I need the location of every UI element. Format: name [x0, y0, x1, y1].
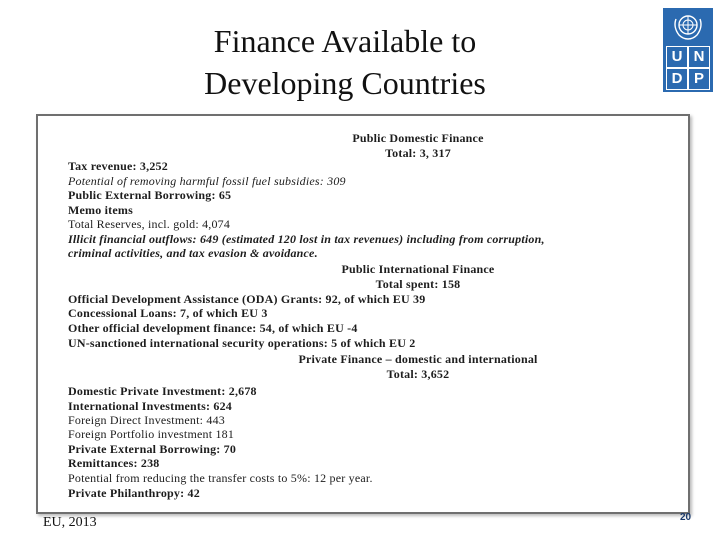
total-reserves-line: Total Reserves, incl. gold: 4,074	[68, 217, 231, 231]
domestic-private-investment-line: Domestic Private Investment: 2,678	[68, 384, 257, 398]
private-finance-total: Total: 3,652	[386, 367, 450, 381]
undp-logo	[663, 8, 713, 92]
un-emblem-icon	[670, 11, 706, 43]
international-investments-line: International Investments: 624	[68, 399, 232, 413]
un-security-operations-line: UN-sanctioned international security operations: 5 of which EU 2	[68, 336, 416, 350]
private-philanthropy-line: Private Philanthropy: 42	[68, 486, 200, 500]
foreign-direct-investment-line: Foreign Direct Investment: 443	[68, 413, 225, 427]
logo-letter-d: D	[666, 68, 688, 90]
logo-letter-u: U	[666, 46, 688, 68]
oda-grants-line: Official Development Assistance (ODA) Grants: 92, of which EU 39	[68, 292, 426, 306]
public-domestic-heading: Public Domestic Finance	[352, 131, 484, 145]
private-external-borrowing-line: Private External Borrowing: 70	[68, 442, 237, 456]
memo-items-line: Memo items	[68, 203, 133, 217]
remittances-line: Remittances: 238	[68, 456, 160, 470]
fossil-subsidies-line: Potential of removing harmful fossil fuel subsidies: 309	[68, 174, 346, 188]
transfer-costs-line: Potential from reducing the transfer costs to 5%: 12 per year.	[68, 471, 373, 485]
other-official-finance-line: Other official development finance: 54, of which EU -4	[68, 321, 358, 335]
concessional-loans-line: Concessional Loans: 7, of which EU 3	[68, 306, 268, 320]
title-line-1: Finance Available to	[213, 23, 477, 59]
slide-title	[150, 20, 540, 104]
public-international-heading: Public International Finance	[341, 262, 495, 276]
illicit-outflows-continued-line: criminal activities, and tax evasion & avoidance.	[68, 246, 318, 260]
logo-letter-n: N	[688, 46, 710, 68]
source-citation: EU, 2013	[43, 515, 97, 530]
private-finance-heading: Private Finance – domestic and international	[298, 352, 538, 366]
public-external-borrowing-line: Public External Borrowing: 65	[68, 188, 232, 202]
title-line-2: Developing Countries	[204, 65, 486, 101]
tax-revenue-line: Tax revenue: 3,252	[68, 159, 168, 173]
page-number: 20	[680, 512, 692, 523]
logo-letter-p: P	[688, 68, 710, 90]
finance-document-image	[36, 114, 690, 514]
public-international-total: Total spent: 158	[375, 277, 461, 291]
public-domestic-total: Total: 3, 317	[385, 146, 451, 160]
illicit-outflows-line: Illicit financial outflows: 649 (estimated 120 lost in tax revenues) including from corruption,	[68, 232, 545, 246]
foreign-portfolio-investment-line: Foreign Portfolio investment 181	[68, 427, 235, 441]
